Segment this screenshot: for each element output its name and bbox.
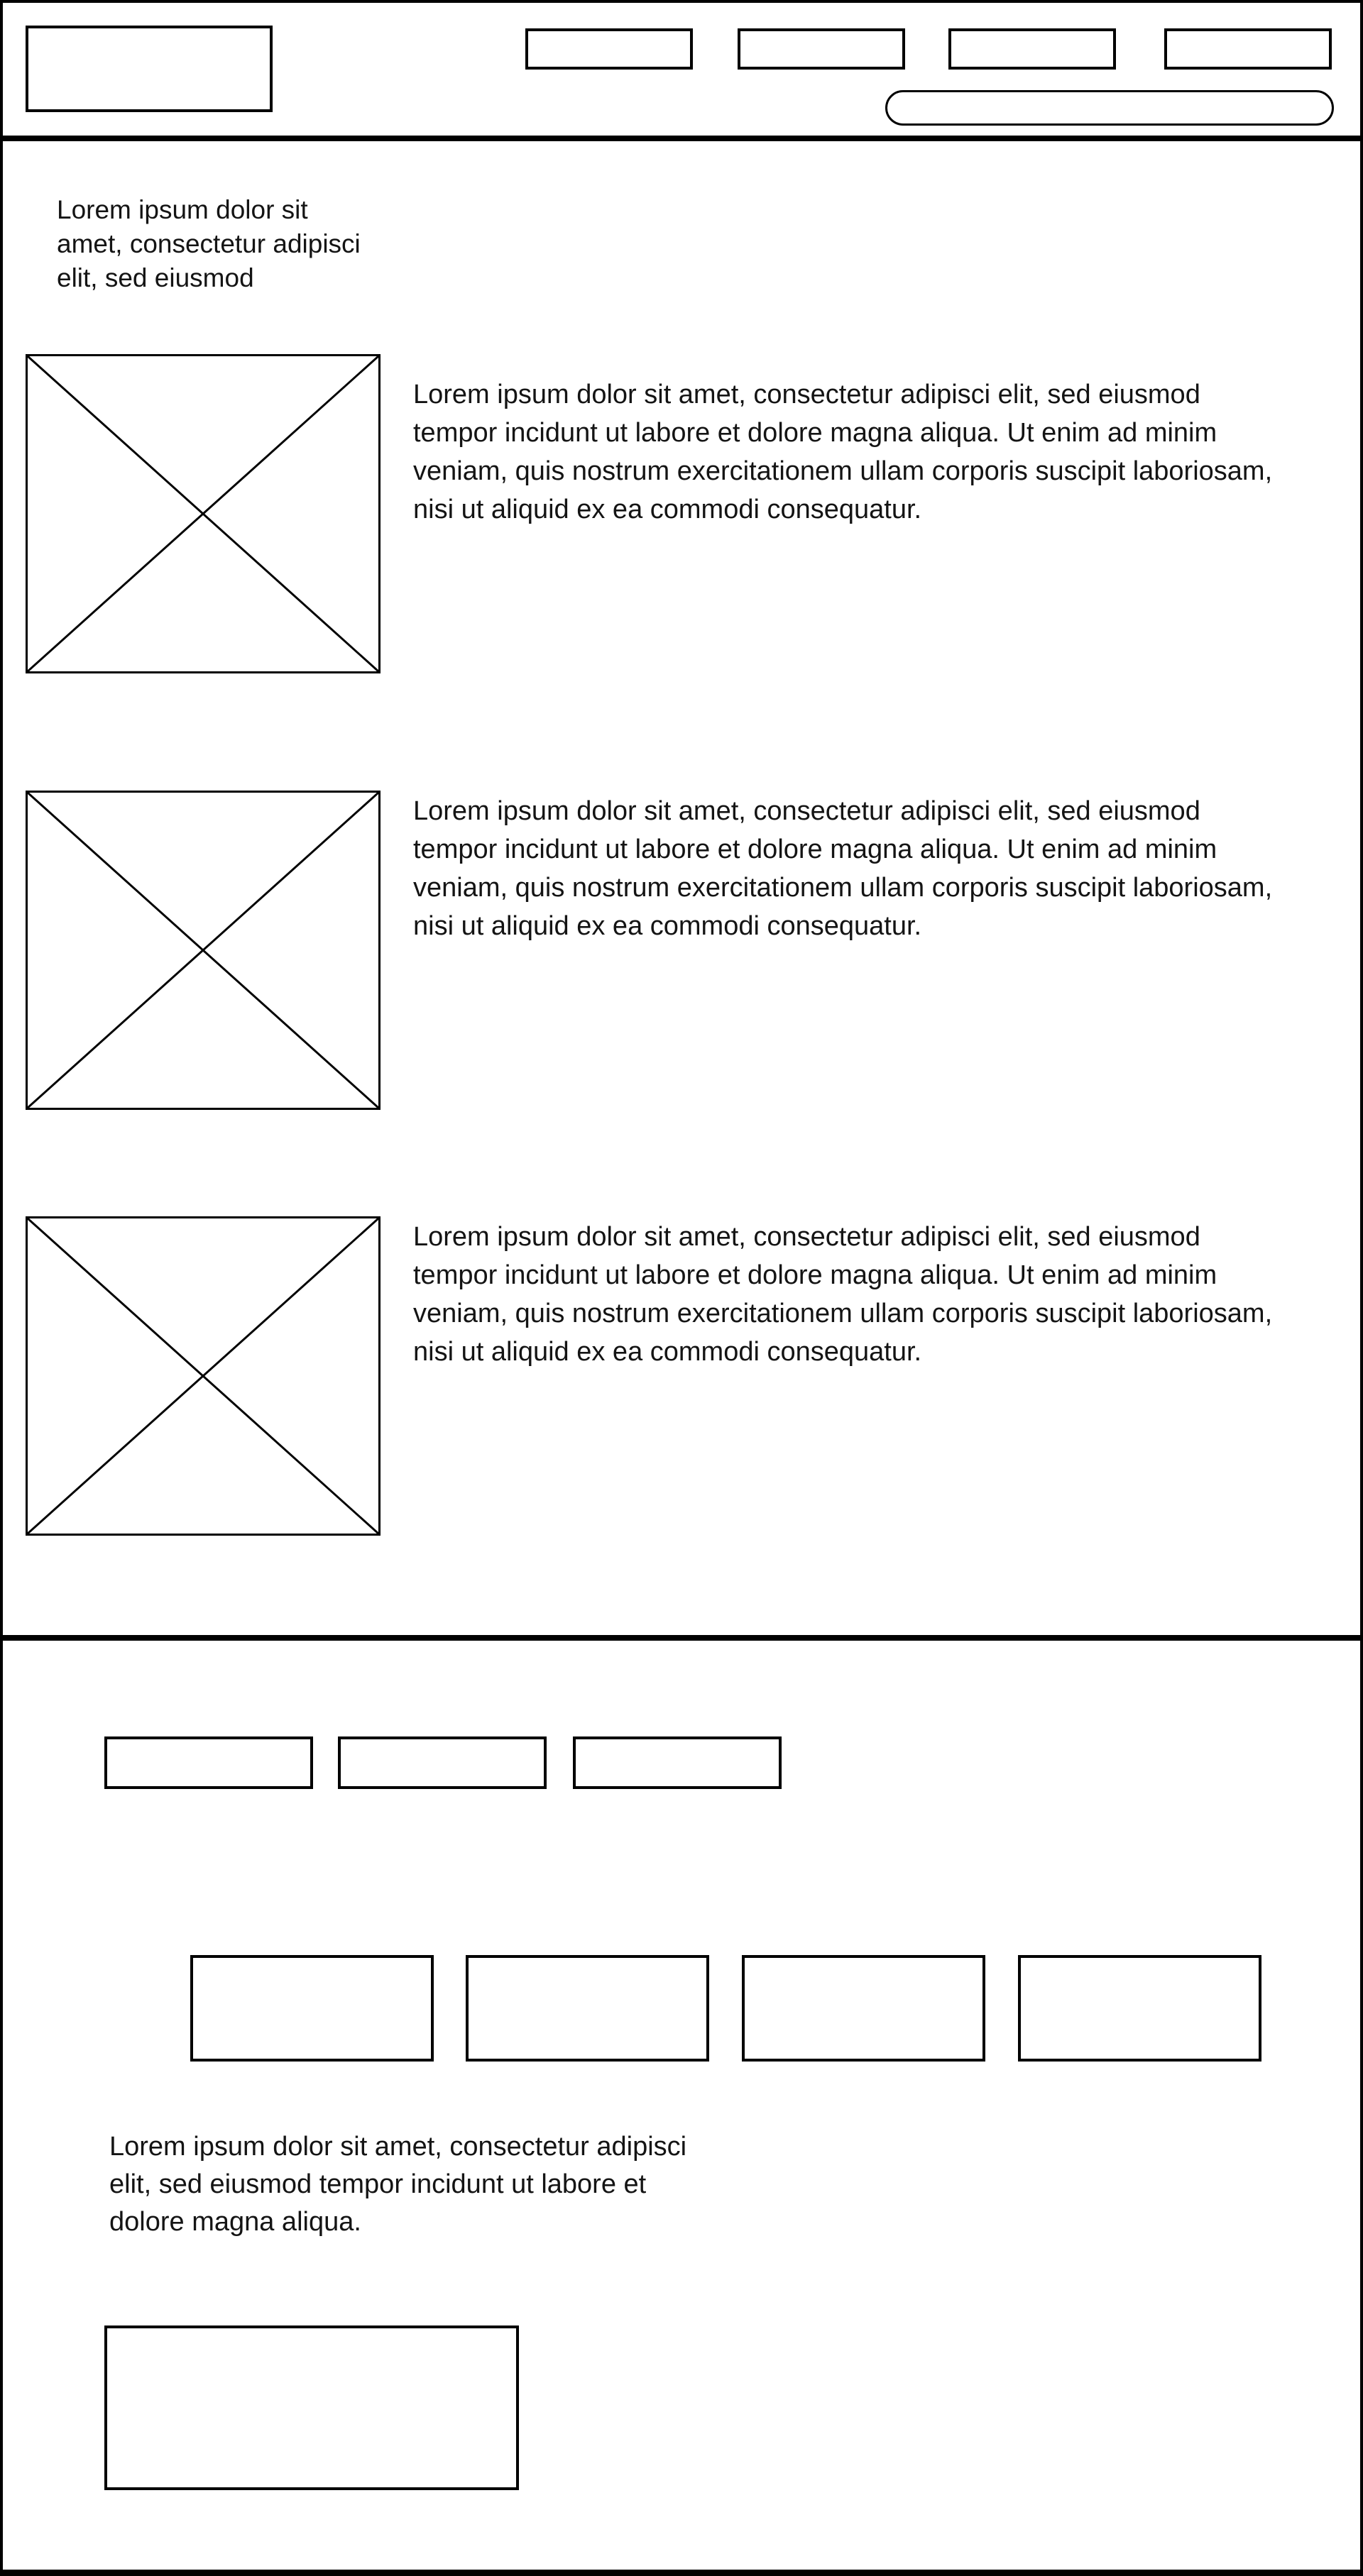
paragraph-line: nisi ut aliquid ex ea commodi consequatur. — [413, 911, 922, 941]
footer-text-line: elit, sed eiusmod tempor incidunt ut labore et — [109, 2169, 647, 2199]
footer-card-placeholder-1 — [190, 1955, 434, 2062]
paragraph-line: tempor incidunt ut labore et dolore magna aliqua. Ut enim ad minim — [413, 418, 1217, 448]
footer-card-placeholder-2 — [466, 1955, 709, 2062]
footer-text-line: dolore magna aliqua. — [109, 2207, 361, 2237]
image-placeholder-x-icon — [28, 793, 378, 1108]
footer-button-1[interactable] — [104, 1736, 313, 1789]
footer-text-line: Lorem ipsum dolor sit amet, consectetur adipisci — [109, 2132, 687, 2162]
paragraph-line: Lorem ipsum dolor sit amet, consectetur adipisci elit, sed eiusmod — [413, 796, 1200, 826]
logo-placeholder[interactable] — [26, 26, 273, 112]
section-paragraph-3 — [413, 1218, 1272, 1371]
image-placeholder-x-icon — [28, 1218, 378, 1534]
paragraph-line: veniam, quis nostrum exercitationem ullam corporis suscipit laboriosam, — [413, 1299, 1273, 1328]
paragraph-line: tempor incidunt ut labore et dolore magna aliqua. Ut enim ad minim — [413, 835, 1217, 864]
header-divider — [3, 136, 1363, 141]
nav-button-1[interactable] — [525, 28, 693, 70]
intro-text — [57, 193, 361, 295]
nav-button-2[interactable] — [738, 28, 905, 70]
footer-button-2[interactable] — [338, 1736, 547, 1789]
footer-divider — [3, 1635, 1363, 1641]
paragraph-line: Lorem ipsum dolor sit amet, consectetur adipisci elit, sed eiusmod — [413, 1222, 1200, 1252]
paragraph-line: tempor incidunt ut labore et dolore magna aliqua. Ut enim ad minim — [413, 1260, 1217, 1290]
footer-bottom-box — [104, 2325, 519, 2490]
paragraph-line: veniam, quis nostrum exercitationem ullam corporis suscipit laboriosam, — [413, 873, 1273, 903]
nav-button-4[interactable] — [1164, 28, 1332, 70]
paragraph-line: nisi ut aliquid ex ea commodi consequatur. — [413, 495, 922, 524]
intro-line: elit, sed eiusmod — [57, 263, 254, 292]
search-input[interactable] — [885, 90, 1334, 126]
nav-button-3[interactable] — [948, 28, 1116, 70]
footer-card-placeholder-4 — [1018, 1955, 1261, 2062]
image-placeholder-1 — [26, 354, 381, 673]
paragraph-line: veniam, quis nostrum exercitationem ullam corporis suscipit laboriosam, — [413, 456, 1273, 486]
paragraph-line: Lorem ipsum dolor sit amet, consectetur adipisci elit, sed eiusmod — [413, 380, 1200, 409]
section-paragraph-2 — [413, 792, 1272, 945]
paragraph-line: nisi ut aliquid ex ea commodi consequatur. — [413, 1337, 922, 1367]
footer-button-3[interactable] — [573, 1736, 782, 1789]
intro-line: Lorem ipsum dolor sit — [57, 195, 308, 224]
footer-bottom-bar — [3, 2570, 1363, 2576]
section-paragraph-1 — [413, 375, 1272, 529]
intro-line: amet, consectetur adipisci — [57, 229, 361, 258]
image-placeholder-x-icon — [28, 356, 378, 671]
image-placeholder-2 — [26, 791, 381, 1110]
footer-text — [109, 2128, 686, 2241]
footer-card-placeholder-3 — [742, 1955, 985, 2062]
image-placeholder-3 — [26, 1216, 381, 1536]
